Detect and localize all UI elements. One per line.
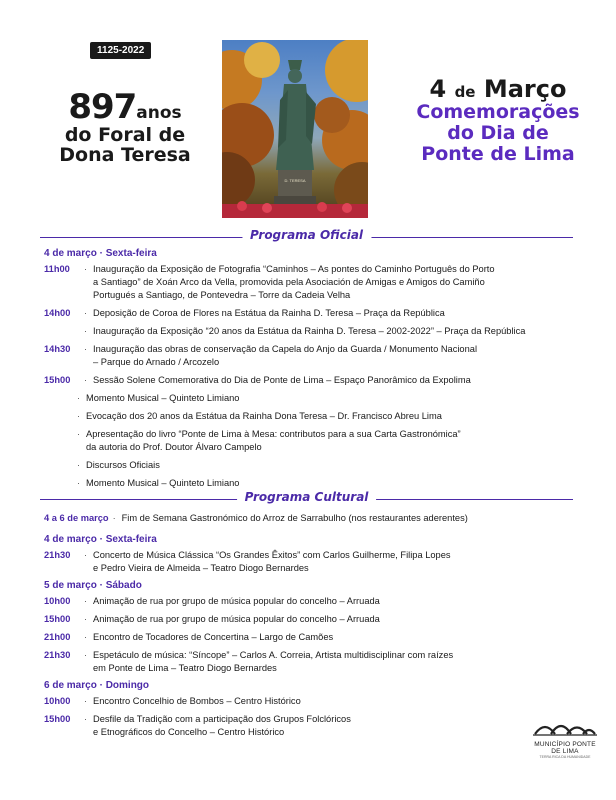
bridge-icon	[533, 718, 597, 736]
event-row: 14h30 · Inauguração das obras de conservação da Capela do Anjo da Guarda / Monumento Nacional – Parque do Arnado / Arcozelo	[44, 344, 478, 367]
anniversary-word: anos	[136, 103, 182, 123]
logo-tagline: TERRA RICA DA HUMANIDADE	[539, 755, 591, 759]
event-subtitle-2: do Dia de	[447, 122, 549, 145]
programa-oficial-block	[44, 248, 584, 495]
municipality-logo	[530, 718, 600, 759]
logo-name: MUNICÍPIO PONTE DE LIMA	[534, 741, 596, 755]
programa-cultural-block	[44, 512, 584, 744]
day-heading: 4 de março · Sexta-feira	[44, 534, 157, 545]
sub-item: · Evocação dos 20 anos da Estátua da Rainha Dona Teresa – Dr. Francisco Abreu Lima	[77, 411, 442, 421]
event-subtitle-1: Comemorações	[416, 101, 580, 124]
event-row: 21h30 · Espetáculo de música: “Síncope” – Carlos A. Correia, Artista multidisciplinar com raízes em Ponte de Lima – Teatro Diogo Bernardes	[44, 650, 454, 673]
event-date: 4 de Março	[429, 75, 567, 103]
sub-item: · Momento Musical – Quinteto Limiano	[77, 393, 240, 403]
event-row: 21h30 · Concerto de Música Clássica “Os Grandes Êxitos” com Carlos Guilherme, Filipa Lopes e Pedro Vieira de Almeida – Teatro Diogo Bernardes	[44, 550, 451, 573]
event-row: 14h00 · Deposição de Coroa de Flores na Estátua da Rainha D. Teresa – Praça da República	[44, 308, 445, 318]
statue-illustration	[222, 40, 368, 218]
event-row: 11h00 · Inauguração da Exposição de Fotografia “Caminhos – As pontes do Caminho Português do Porto a Santiago” de Xoán Arco da Vella, promovida pela Asociación de Amigas e Amigos do Camiño Portugués a Santiago, de Pontevedra – Torre da Cadeia Velha	[44, 264, 495, 300]
anniversary-line-2: Dona Teresa	[59, 143, 191, 166]
event-title	[398, 76, 598, 165]
event-row: 15h00 · Desfile da Tradição com a participação dos Grupos Folclóricos e Etnográficos do Concelho – Centro Histórico	[44, 714, 351, 737]
day-heading: 5 de março · Sábado	[44, 580, 142, 591]
weekend-row: 4 a 6 de março · Fim de Semana Gastronómico do Arroz de Sarrabulho (nos restaurantes aderentes)	[44, 513, 468, 523]
event-row: 15h00 · Sessão Solene Comemorativa do Dia de Ponte de Lima – Espaço Panorâmico da Expolima	[44, 375, 471, 385]
statue-photo	[222, 40, 368, 218]
section-programa-oficial	[40, 230, 573, 244]
event-row: 15h00 · Animação de rua por grupo de música popular do concelho – Arruada	[44, 614, 380, 624]
event-row: 10h00 · Encontro Concelhio de Bombos – Centro Histórico	[44, 696, 301, 706]
section-title: Programa Oficial	[242, 228, 371, 242]
anniversary-number: 897	[68, 87, 137, 127]
sub-item: · Apresentação do livro “Ponte de Lima à Mesa: contributos para a sua Carta Gastronómica” da autoria do Prof. Doutor Álvaro Campelo	[77, 429, 461, 452]
day-heading: 4 de março · Sexta-feira	[44, 248, 157, 259]
sub-item: · Discursos Oficiais	[77, 460, 160, 470]
anniversary-title	[50, 87, 200, 166]
event-subtitle-3: Ponte de Lima	[421, 143, 575, 166]
event-row: 21h00 · Encontro de Tocadores de Concertina – Largo de Camões	[44, 632, 334, 642]
sub-item: · Momento Musical – Quinteto Limiano	[77, 478, 240, 488]
event-row: 10h00 · Animação de rua por grupo de música popular do concelho – Arruada	[44, 596, 380, 606]
section-title: Programa Cultural	[237, 490, 377, 504]
event-row: · Inauguração da Exposição “20 anos da Estátua da Rainha D. Teresa – 2002-2022” – Praça da República	[84, 326, 526, 336]
year-range-badge: 1125-2022	[90, 42, 151, 59]
anniversary-line-1: do Foral de	[64, 123, 186, 146]
section-programa-cultural	[40, 492, 573, 506]
day-heading: 6 de março · Domingo	[44, 680, 150, 691]
statue-plaque: D. TERESA	[284, 178, 306, 183]
